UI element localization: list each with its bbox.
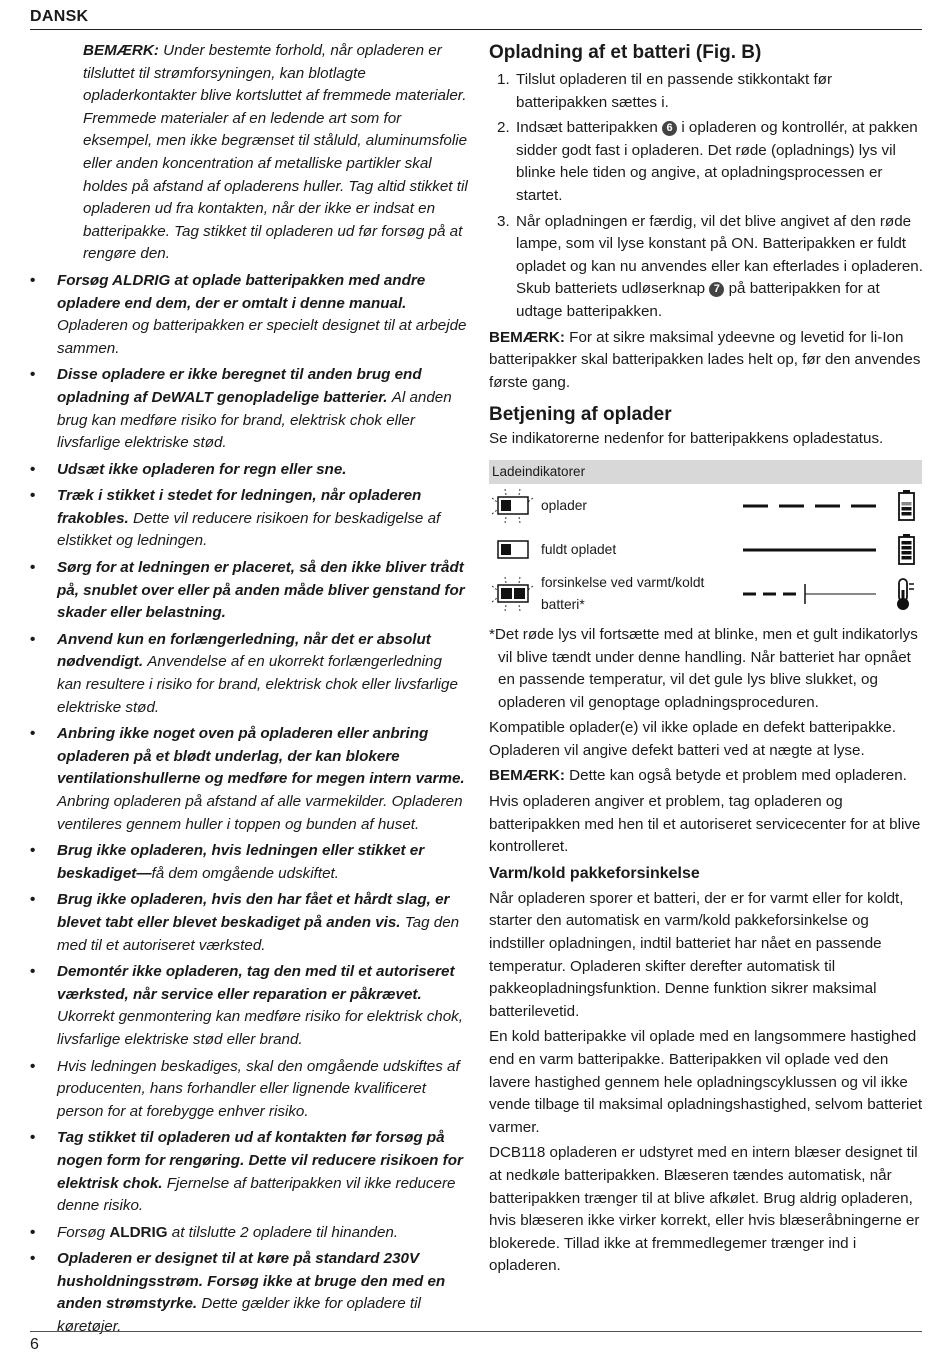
bullet-text-bold: Forsøg ALDRIG at oplade batteripakken med andre opladere end dem, der er omtalt i denne manual. bbox=[57, 271, 426, 312]
page-number: 6 bbox=[30, 1336, 39, 1353]
bullet-text-normal: Dette vil reducere risikoen for beskadigelse af elstikket og ledningen. bbox=[57, 509, 441, 550]
bullet-dot: • bbox=[30, 1129, 36, 1147]
note-text: Dette kan også betyde et problem med opladeren. bbox=[569, 767, 907, 785]
charge-section-title: Opladning af et batteri (Fig. B) bbox=[489, 42, 762, 63]
bullet-text-bold: Brug ikke opladeren, hvis ledningen eller stikket er beskadiget— bbox=[57, 842, 425, 882]
bullet-text-bold: Udsæt ikke opladeren for regn eller sne. bbox=[57, 460, 347, 478]
indicator-label: oplader bbox=[541, 497, 588, 513]
indicator-label: fuldt opladet bbox=[541, 541, 617, 557]
safety-bullet bbox=[30, 459, 468, 482]
header-language: DANSK bbox=[30, 8, 89, 25]
delay-paragraph-1: Når opladeren sporer et batteri, der er for varmt eller for koldt, starter den automatisk en varm/kold pakkeforsinkelse og indstiller opladningen, indtil batteriet har nået en passende temperatur. Opladeren skifter derefter automatisk til pakkeopladningsfunktion. Denne funktion sikrer maksimal batterilevetid. bbox=[489, 889, 904, 1020]
safety-bullet bbox=[30, 270, 468, 360]
indicator-table bbox=[489, 460, 922, 616]
step-text: på batteripakken for at udtage batteripakken. bbox=[516, 280, 880, 320]
left-column bbox=[30, 40, 468, 1339]
note-label: BEMÆRK: bbox=[489, 328, 565, 346]
bullet-dot: • bbox=[30, 487, 36, 505]
charge-step bbox=[489, 117, 925, 207]
bullet-text-bold: Anvend kun en forlængerledning, når det er absolut nødvendigt. bbox=[57, 630, 431, 671]
header-rule bbox=[30, 29, 922, 30]
charge-step bbox=[489, 211, 925, 324]
bullet-dot: • bbox=[30, 460, 36, 478]
bullet-text-bold: Opladeren er designet til at køre på standard 230V husholdningsstrøm. Forsøg ikke at bruge den med en anden strømstyrke. bbox=[57, 1250, 446, 1313]
bullet-text-bold: Træk i stikket i stedet for ledningen, når opladeren frakobles. bbox=[57, 487, 422, 527]
note-label: BEMÆRK: bbox=[83, 42, 159, 59]
bullet-text-normal: Fjernelse af batteripakken vil ikke reducere denne risiko. bbox=[57, 1174, 456, 1215]
bullet-text-normal: Al anden brug kan medføre risiko for brand, elektrisk chok eller livsfarlige elektriske stød. bbox=[57, 388, 452, 452]
indicator-row-full bbox=[489, 528, 922, 572]
step-number: 1. bbox=[497, 71, 510, 88]
step-number: 3. bbox=[497, 212, 510, 230]
step-text: Indsæt batteripakken bbox=[516, 119, 658, 137]
operation-intro: Se indikatorerne nedenfor for batteripakkens opladestatus. bbox=[489, 430, 884, 448]
bullet-text-normal: få dem omgående udskiftet. bbox=[151, 864, 339, 882]
bullet-text-normal: Hvis ledningen beskadiges, skal den omgående udskiftes af producenten, hans forhandler eller lignende kvalificeret person for at forebygge enhver risiko. bbox=[57, 1057, 460, 1120]
safety-bullet bbox=[30, 1222, 468, 1245]
right-column bbox=[489, 40, 925, 1278]
blinking-light-icon bbox=[489, 484, 541, 528]
light-pattern-dashes bbox=[741, 484, 892, 528]
bullet-text-normal: Dette gælder ikke for opladere til køretøjer. bbox=[57, 1295, 421, 1336]
indicator-row-delay bbox=[489, 572, 922, 616]
delay-paragraph-2: En kold batteripakke vil oplade med en langsommere hastighed end en varm batteripakke. Batteripakken vil oplade ved den lavere hastighed gennem hele opladningscyklussen og vil ikke vende tilbage til maksimal opladningshastighed, selvom batteriet varmer. bbox=[489, 1028, 923, 1136]
safety-bullet bbox=[30, 557, 468, 625]
footer-rule bbox=[30, 1331, 922, 1332]
light-pattern-solid bbox=[741, 528, 892, 572]
safety-bullet bbox=[30, 1127, 468, 1217]
bullet-dot: • bbox=[30, 271, 36, 289]
solid-light-icon bbox=[489, 528, 541, 572]
problem-paragraph: Hvis opladeren angiver et problem, tag opladeren og batteripakken med hen til et autoriseret servicecenter for at blive kontrolleret. bbox=[489, 793, 921, 856]
charge-step bbox=[489, 69, 925, 114]
note-charger-problem bbox=[489, 765, 925, 788]
step-number: 2. bbox=[497, 119, 510, 137]
bullet-dot: • bbox=[30, 630, 36, 648]
safety-bullet-list bbox=[30, 270, 468, 1339]
bullet-text-upright: ALDRIG bbox=[109, 1223, 168, 1241]
light-pattern-dash-bar bbox=[741, 572, 892, 616]
bullet-dot: • bbox=[30, 1223, 36, 1241]
indicator-label: forsinkelse ved varmt/koldt batteri* bbox=[541, 574, 705, 612]
bullet-dot: • bbox=[30, 1250, 36, 1268]
charge-steps bbox=[489, 69, 925, 324]
thermometer-icon bbox=[892, 572, 922, 616]
compatible-paragraph: Kompatible oplader(e) vil ikke oplade en defekt batteripakke. Opladeren vil angive defekt batteri ved at nægte at lyse. bbox=[489, 719, 896, 759]
bullet-text-bold: Sørg for at ledningen er placeret, så den ikke bliver trådt på, snublet over eller på anden måde bliver genstand for skader eller belastning. bbox=[57, 559, 465, 622]
asterisk-note: *Det røde lys vil fortsætte med at blinke, men et gult indikatorlys vil blive tændt under denne handling. Når batteriet har opnået en passende temperatur, vil det gule lys blive slukket, og opladeren vil genoptage opladningsproceduren. bbox=[489, 625, 918, 711]
note-li-ion bbox=[489, 327, 925, 395]
delay-paragraph-3: DCB118 opladeren er udstyret med en intern blæser designet til at nedkøle batteripakken. Blæseren tændes automatisk, når batteripakken trænger til at blive afkølet. Brug aldrig opladeren, hvis blæseren ikke virker korrekt, eller hvis blæseråbningerne er blokerede. Tillad ikke at fremmedlegemer trænger ind i opladeren. bbox=[489, 1144, 920, 1275]
bullet-text-normal: Ukorrekt genmontering kan medføre risiko for elektrisk chok, livsfarlige elektriske stød eller brand. bbox=[57, 1008, 463, 1048]
warning-note bbox=[83, 40, 468, 266]
step-text: Når opladningen er færdig, vil det blive angivet af den røde lampe, som vil lyse konstant på ON. Batteripakken er fuldt opladet og kan nu anvendes eller kan efterlades i opladeren. Skub batteriets udløserknap bbox=[516, 212, 923, 298]
figure-callout-badge: 7 bbox=[709, 282, 724, 297]
bullet-dot: • bbox=[30, 842, 36, 860]
note-text: For at sikre maksimal ydeevne og levetid for li-Ion batteripakker skal batteripakken lades helt op, før den anvendes første gang. bbox=[489, 328, 921, 391]
bullet-dot: • bbox=[30, 963, 36, 981]
bullet-text-pre: Forsøg bbox=[57, 1223, 106, 1241]
bullet-text-bold: Brug ikke opladeren, hvis den har fået et hårdt slag, er blevet tabt eller blevet beskadiget på anden vis. bbox=[57, 891, 450, 931]
battery-full-icon bbox=[892, 528, 922, 572]
safety-bullet bbox=[30, 629, 468, 719]
bullet-text-bold: Demontér ikke opladeren, tag den med til et autoriseret værksted, når service eller reparation er påkrævet. bbox=[57, 963, 455, 1003]
bullet-dot: • bbox=[30, 366, 36, 384]
bullet-dot: • bbox=[30, 891, 36, 909]
indicator-row-charging bbox=[489, 484, 922, 528]
figure-callout-badge: 6 bbox=[662, 121, 677, 136]
bullet-text-normal: Anbring opladeren på afstand af alle varmekilder. Opladeren ventileres gennem huller i toppen og bunden af huset. bbox=[57, 793, 463, 833]
bullet-text-bold: Tag stikket til opladeren ud af kontakten før forsøg på nogen form for rengøring. Dette vil reducere risikoen for elektrisk chok. bbox=[57, 1129, 463, 1192]
step-text: i opladeren og kontrollér, at pakken sidder godt fast i opladeren. Det røde (opladnings) lys vil blinke hele tiden og angive, at opladningsprocessen er startet. bbox=[516, 119, 918, 204]
note-text: Under bestemte forhold, når opladeren er tilsluttet til strømforsyningen, kan blotlagte opladerkontakter blive kortsluttet af fremmede materialer. Fremmede materialer af en ledende art som for eksempel, men ikke begrænset til ståluld, aluminumsfolie eller anden koncentration af metalliske partikler skal holdes på afstand af opladerens huller. Tag altid stikket til opladeren ud fra kontakten, når der ikke er indsat en batteripakke. Tag stikket til opladeren ud før forsøg på at rengøre den. bbox=[83, 42, 468, 263]
safety-bullet bbox=[30, 889, 468, 957]
safety-bullet bbox=[30, 1248, 468, 1338]
delay-section-title: Varm/kold pakkeforsinkelse bbox=[489, 864, 700, 882]
safety-bullet bbox=[30, 1056, 468, 1124]
bullet-text-normal: Anvendelse af en ukorrekt forlængerledning kan resultere i risiko for brand, elektrisk chok eller livsfarlige elektriske stød. bbox=[57, 653, 458, 716]
bullet-text-normal: Tag den med til et autoriseret værksted. bbox=[57, 913, 460, 954]
operation-section-title: Betjening af oplader bbox=[489, 404, 672, 426]
bullet-dot: • bbox=[30, 1057, 36, 1075]
safety-bullet bbox=[30, 840, 468, 885]
bullet-dot: • bbox=[30, 725, 36, 743]
battery-charging-icon bbox=[892, 484, 922, 528]
indicator-table-header: Ladeindikatorer bbox=[489, 460, 922, 484]
safety-bullet bbox=[30, 364, 468, 454]
bullet-dot: • bbox=[30, 559, 36, 577]
step-text: Tilslut opladeren til en passende stikkontakt før batteripakken sættes i. bbox=[516, 71, 833, 111]
safety-bullet bbox=[30, 961, 468, 1051]
safety-bullet bbox=[30, 723, 468, 836]
bullet-text-bold: Anbring ikke noget oven på opladeren eller anbring opladeren på et blødt underlag, der kan blokere ventilationshullerne og medføre for megen intern varme. bbox=[57, 725, 465, 788]
note-label: BEMÆRK: bbox=[489, 767, 565, 785]
bullet-text-normal: Opladeren og batteripakken er specielt designet til at arbejde sammen. bbox=[57, 317, 467, 357]
safety-bullet bbox=[30, 485, 468, 553]
bullet-text-bold: Disse opladere er ikke beregnet til anden brug end opladning af DeWALT genopladelige batterier. bbox=[57, 366, 422, 406]
dual-blinking-light-icon bbox=[489, 572, 541, 616]
bullet-text-post: at tilslutte 2 opladere til hinanden. bbox=[171, 1223, 399, 1241]
